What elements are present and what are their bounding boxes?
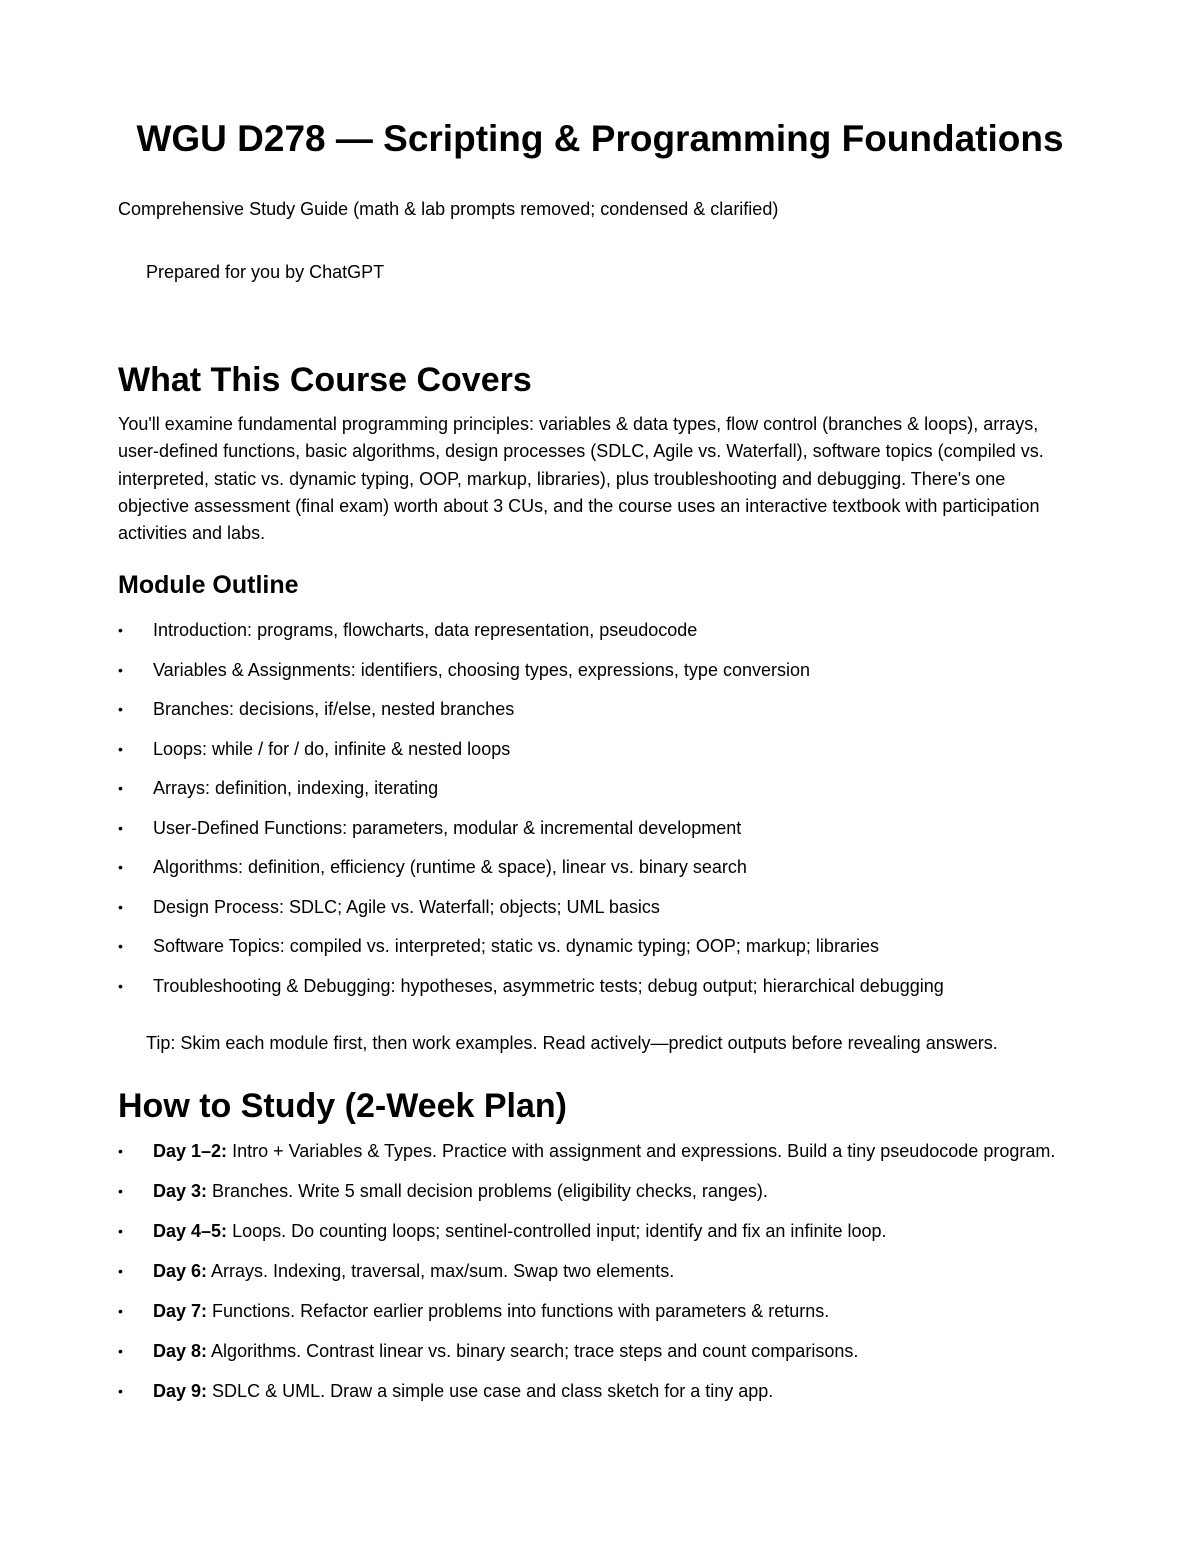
plan-item: [118, 1338, 1078, 1365]
outline-item-text: Software Topics: compiled vs. interpreted; static vs. dynamic typing; OOP; markup; libraries: [153, 936, 879, 956]
outline-item-text: Variables & Assignments: identifiers, choosing types, expressions, type conversion: [153, 659, 810, 680]
plan-day-label: Day 7:: [153, 1301, 208, 1321]
outline-list: [118, 617, 1078, 1012]
bullet-icon: •: [118, 898, 123, 915]
outline-item: [118, 973, 1078, 1000]
outline-heading: Module Outline: [118, 571, 299, 599]
plan-day-label: Day 1–2:: [153, 1141, 228, 1161]
plan-heading: How to Study (2-Week Plan): [118, 1087, 567, 1125]
outline-item: [118, 736, 1078, 763]
plan-day-label: Day 8:: [153, 1341, 208, 1361]
outline-item-text: Introduction: programs, flowcharts, data representation, pseudocode: [153, 620, 698, 640]
plan-day-label: Day 4–5:: [153, 1221, 228, 1241]
outline-item: [118, 894, 1078, 921]
outline-item: [118, 815, 1078, 842]
plan-day-label: Day 3:: [153, 1181, 208, 1201]
subtitle: Comprehensive Study Guide (math & lab prompts removed; condensed & clarified): [118, 199, 779, 219]
bullet-icon: •: [118, 1383, 123, 1399]
covers-heading: What This Course Covers: [118, 361, 532, 399]
prepared-by: Prepared for you by ChatGPT: [146, 262, 385, 282]
study-tip: Tip: Skim each module first, then work examples. Read actively—predict outputs before revealing answers.: [146, 1033, 998, 1053]
plan-item: [118, 1258, 1078, 1285]
bullet-icon: •: [118, 1143, 123, 1159]
plan-day-text: Algorithms. Contrast linear vs. binary search; trace steps and count comparisons.: [211, 1341, 859, 1361]
page-title: WGU D278 — Scripting & Programming Foundations: [136, 118, 1064, 159]
bullet-icon: •: [118, 1303, 123, 1319]
bullet-icon: •: [118, 819, 123, 836]
plan-day-text: SDLC & UML. Draw a simple use case and class sketch for a tiny app.: [212, 1381, 774, 1401]
outline-item-text: Design Process: SDLC; Agile vs. Waterfall; objects; UML basics: [153, 896, 660, 917]
bullet-icon: •: [118, 701, 123, 717]
outline-item: [118, 775, 1078, 802]
plan-day-label: Day 9:: [153, 1381, 208, 1401]
bullet-icon: •: [118, 1223, 123, 1239]
bullet-icon: •: [118, 938, 123, 954]
outline-item-text: Branches: decisions, if/else, nested branches: [153, 699, 515, 719]
outline-item: [118, 854, 1078, 881]
plan-item: [118, 1178, 1078, 1205]
bullet-icon: •: [118, 661, 123, 678]
outline-item-text: Troubleshooting & Debugging: hypotheses, asymmetric tests; debug output; hierarchical debugging: [153, 975, 944, 996]
bullet-icon: •: [118, 977, 123, 994]
outline-item: [118, 933, 1078, 960]
outline-item-text: Arrays: definition, indexing, iterating: [153, 778, 439, 798]
bullet-icon: •: [118, 780, 123, 796]
bullet-icon: •: [118, 1263, 123, 1279]
outline-item-text: Loops: while / for / do, infinite & nested loops: [153, 738, 511, 759]
covers-paragraph: You'll examine fundamental programming principles: variables & data types, flow control (branches & loops), arrays, user-defined functions, basic algorithms, design processes (SDLC, Agile vs. Waterfall), software topics (compiled vs. interpreted, static vs. dynamic typing, OOP, markup, libraries), plus troubleshooting and debugging. There's one objective assessment (final exam) worth about 3 CUs, and the course uses an interactive textbook with participation activities and labs.: [118, 414, 1044, 544]
outline-item: [118, 696, 1078, 723]
outline-item-text: User-Defined Functions: parameters, modular & incremental development: [153, 817, 742, 838]
bullet-icon: •: [118, 622, 123, 638]
outline-item: [118, 657, 1078, 684]
plan-item: [118, 1138, 1078, 1165]
plan-day-text: Branches. Write 5 small decision problems (eligibility checks, ranges).: [212, 1181, 768, 1201]
outline-item-text: Algorithms: definition, efficiency (runtime & space), linear vs. binary search: [153, 857, 747, 877]
plan-item: [118, 1218, 1078, 1245]
bullet-icon: •: [118, 1183, 123, 1199]
bullet-icon: •: [118, 1343, 123, 1359]
bullet-icon: •: [118, 740, 123, 757]
outline-item: [118, 617, 1078, 644]
plan-item: [118, 1298, 1078, 1325]
plan-day-label: Day 6:: [153, 1261, 208, 1281]
bullet-icon: •: [118, 859, 123, 875]
plan-item: [118, 1378, 1078, 1405]
plan-day-text: Intro + Variables & Types. Practice with assignment and expressions. Build a tiny pseudocode program.: [232, 1141, 1056, 1161]
plan-day-text: Functions. Refactor earlier problems into functions with parameters & returns.: [212, 1301, 830, 1321]
plan-day-text: Loops. Do counting loops; sentinel-controlled input; identify and fix an infinite loop.: [232, 1221, 887, 1241]
plan-list: [118, 1138, 1078, 1418]
plan-day-text: Arrays. Indexing, traversal, max/sum. Swap two elements.: [211, 1261, 675, 1281]
